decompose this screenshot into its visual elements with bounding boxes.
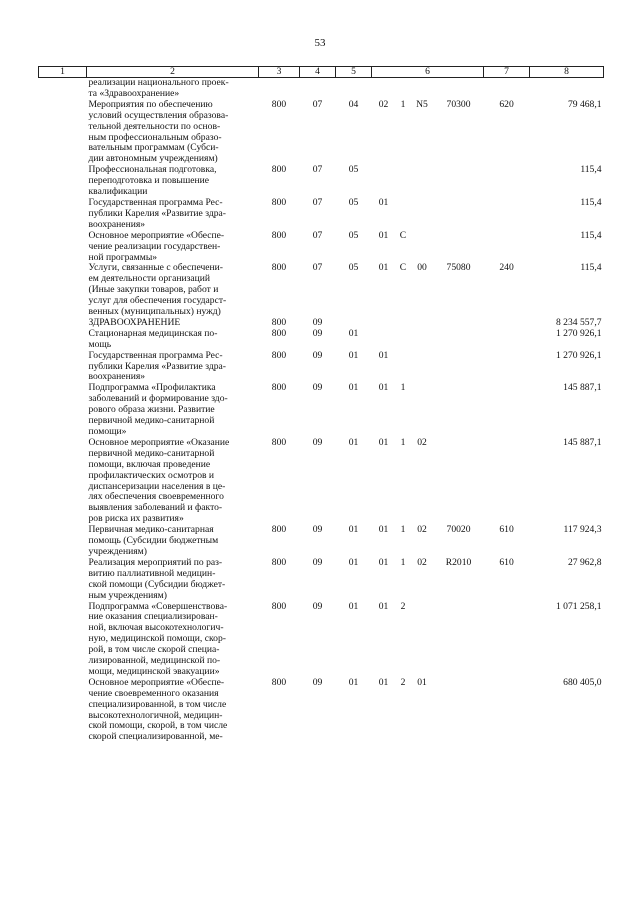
section-code: 09	[312, 316, 323, 328]
target-code-event	[411, 231, 434, 264]
target-code-direction	[434, 602, 484, 678]
section-code: 09	[312, 382, 323, 394]
header-col-6: 6	[372, 67, 484, 78]
admin-code: 800	[271, 349, 287, 361]
expense-type-code: 610	[499, 556, 514, 568]
subsection-code: 01	[348, 676, 359, 688]
target-code-subprogram: 1	[400, 524, 406, 536]
item-name-line: скорой специализированной, ме-	[88, 731, 223, 743]
target-code-program: 01	[378, 262, 389, 274]
item-name-line: ной, включая высокотехнологич-	[88, 622, 224, 634]
item-name-line: дии автономным учреждениям)	[88, 153, 218, 165]
item-name-line: помощи»	[88, 426, 127, 437]
item-name	[87, 100, 259, 165]
target-code-direction: R2010	[445, 556, 472, 568]
target-code-program	[372, 165, 396, 198]
amount: 145 887,1	[563, 382, 602, 394]
amount: 680 405,0	[563, 676, 602, 688]
subsection-code: 05	[348, 164, 359, 176]
amount: 27 962,8	[567, 556, 602, 568]
target-code-direction: 70300	[446, 98, 471, 110]
target-code-subprogram: 2	[400, 600, 406, 612]
item-name-line: переподготовка и повышение	[88, 175, 210, 187]
subsection-code: 01	[348, 349, 359, 361]
section-code: 09	[312, 556, 323, 568]
table-row	[39, 351, 604, 384]
target-code-direction	[434, 383, 484, 438]
target-code-event: 02	[417, 556, 427, 568]
subsection-code: 01	[348, 436, 359, 448]
item-name-line: рового образа жизни. Развитие	[88, 404, 215, 416]
cell-col1	[39, 329, 87, 351]
expense-type-code	[484, 329, 530, 351]
target-code-program	[372, 318, 396, 329]
admin-code: 800	[271, 524, 287, 536]
expense-type-code: 620	[499, 98, 514, 110]
item-name-line: витию паллиативной медицин-	[88, 567, 216, 579]
item-name-line: воохранения»	[88, 371, 146, 383]
admin-code: 800	[271, 556, 287, 568]
target-code-event	[411, 198, 434, 231]
section-code: 07	[312, 262, 323, 274]
target-code-program	[372, 329, 396, 351]
cell-col1	[39, 351, 87, 384]
amount: 115,4	[580, 164, 602, 176]
item-name-line: Подпрограмма «Совершенствова-	[88, 600, 228, 612]
target-code-event: 02	[417, 524, 427, 536]
target-code-direction	[434, 318, 484, 329]
item-name-line: условий осуществления образова-	[88, 109, 229, 121]
cell-col1	[39, 678, 87, 743]
item-name-line: первичной медико-санитарной	[88, 415, 215, 427]
item-name-line: ской помощи (Субсидии бюджет-	[88, 578, 226, 590]
expense-type-code	[484, 318, 530, 329]
table-row	[39, 263, 604, 318]
table-header-row	[39, 67, 604, 78]
subsection-code: 01	[348, 556, 359, 568]
expense-type-code	[484, 438, 530, 525]
expense-type-code	[484, 678, 530, 743]
admin-code: 800	[271, 196, 287, 208]
target-code-event: 00	[417, 262, 427, 274]
item-name-line: Государственная программа Рес-	[88, 196, 223, 208]
table-row	[39, 78, 604, 100]
subsection-code: 05	[348, 229, 359, 241]
item-name	[87, 558, 259, 602]
target-code-direction	[434, 678, 484, 743]
expense-type-code	[484, 602, 530, 678]
target-code-direction	[434, 78, 484, 100]
item-name	[87, 329, 259, 351]
cell-col1	[39, 165, 87, 198]
section-code: 07	[312, 98, 323, 110]
target-code-program: 01	[378, 556, 389, 568]
amount	[530, 78, 604, 100]
target-code-direction: 75080	[446, 262, 471, 274]
item-name-line: лизированной, медицинской по-	[88, 655, 221, 667]
cell-col1	[39, 558, 87, 602]
admin-code	[259, 78, 300, 100]
cell-col1	[39, 602, 87, 678]
subsection-code: 04	[348, 98, 359, 110]
expense-type-code	[484, 165, 530, 198]
item-name	[87, 231, 259, 264]
item-name-line: Стационарная медицинская по-	[88, 327, 218, 339]
amount: 79 468,1	[567, 98, 602, 110]
item-name-line: Основное мероприятие «Обеспе-	[88, 676, 225, 688]
item-name-line: высокотехнологичной, медицин-	[88, 709, 223, 721]
item-name-line: чение реализации государствен-	[88, 240, 221, 252]
target-code-program: 01	[378, 349, 389, 361]
expense-type-code	[484, 231, 530, 264]
amount: 115,4	[580, 262, 602, 274]
target-code-event	[411, 351, 434, 384]
amount: 1 270 926,1	[555, 327, 602, 339]
table-row	[39, 383, 604, 438]
target-code-subprogram	[396, 329, 411, 351]
target-code-event: N5	[416, 98, 428, 110]
target-code-program: 01	[378, 524, 389, 536]
subsection-code: 05	[348, 196, 359, 208]
target-code-direction	[434, 438, 484, 525]
cell-col1	[39, 263, 87, 318]
item-name-line: Услуги, связанные с обеспечени-	[88, 262, 224, 274]
admin-code: 800	[271, 676, 287, 688]
header-col-4: 4	[300, 67, 336, 78]
target-code-program: 01	[378, 676, 389, 688]
target-code-program: 01	[378, 196, 389, 208]
table-body	[39, 78, 604, 744]
item-name-line: Государственная программа Рес-	[88, 349, 223, 361]
item-name	[87, 678, 259, 743]
target-code-direction	[434, 165, 484, 198]
table-row	[39, 198, 604, 231]
admin-code: 800	[271, 600, 287, 612]
item-name-line: ной программы»	[88, 251, 158, 263]
section-code: 09	[312, 349, 323, 361]
item-name-line: мощи, медицинской эвакуации»	[88, 665, 220, 677]
target-code-direction: 70020	[446, 524, 471, 536]
section-code	[300, 78, 336, 100]
target-code-direction	[434, 329, 484, 351]
target-code-subprogram	[396, 198, 411, 231]
amount: 145 887,1	[563, 436, 602, 448]
target-code-subprogram: 1	[400, 98, 406, 110]
item-name-line: мощь	[88, 338, 112, 350]
item-name-line: публики Карелия «Развитие здра-	[88, 360, 226, 372]
item-name	[87, 198, 259, 231]
admin-code: 800	[271, 98, 287, 110]
target-code-subprogram: С	[399, 229, 407, 241]
target-code-event	[411, 602, 434, 678]
target-code-subprogram: 1	[400, 556, 406, 568]
item-name	[87, 602, 259, 678]
amount: 117 924,3	[563, 524, 602, 536]
target-code-event	[411, 383, 434, 438]
item-name-line: Подпрограмма «Профилактика	[88, 382, 216, 394]
subsection-code: 01	[348, 600, 359, 612]
header-col-8: 8	[530, 67, 604, 78]
target-code-subprogram: 2	[400, 676, 406, 688]
cell-col1	[39, 383, 87, 438]
subsection-code: 01	[348, 382, 359, 394]
item-name	[87, 383, 259, 438]
expense-type-code	[484, 78, 530, 100]
section-code: 07	[312, 229, 323, 241]
item-name-line: тельной деятельности по основ-	[88, 120, 221, 132]
item-name-line: Мероприятия по обеспечению	[88, 98, 213, 110]
table-row	[39, 678, 604, 743]
budget-table	[38, 66, 604, 743]
table-row	[39, 100, 604, 165]
admin-code: 800	[271, 262, 287, 274]
section-code: 07	[312, 164, 323, 176]
amount: 8 234 557,7	[555, 316, 602, 328]
target-code-direction	[434, 231, 484, 264]
item-name	[87, 438, 259, 525]
amount: 1 071 258,1	[555, 600, 602, 612]
target-code-program: 01	[378, 600, 389, 612]
table-row	[39, 558, 604, 602]
item-name-line: Реализация мероприятий по раз-	[88, 556, 223, 568]
expense-type-code: 610	[499, 524, 514, 536]
target-code-program: 01	[378, 382, 389, 394]
item-name-line: рой, в том числе скорой специа-	[88, 644, 220, 656]
target-code-event	[411, 78, 434, 100]
target-code-program: 01	[378, 436, 389, 448]
section-code: 09	[312, 327, 323, 339]
item-name	[87, 525, 259, 558]
section-code: 09	[312, 524, 323, 536]
item-name	[87, 165, 259, 198]
admin-code: 800	[271, 382, 287, 394]
amount: 1 270 926,1	[555, 349, 602, 361]
item-name-line: чение своевременного оказания	[88, 687, 219, 699]
expense-type-code	[484, 383, 530, 438]
table-row	[39, 438, 604, 525]
header-col-3: 3	[259, 67, 300, 78]
item-name-line: услуг для обеспечения государст-	[88, 295, 227, 307]
item-name-line: ным учреждениям)	[88, 589, 167, 601]
header-col-5: 5	[336, 67, 372, 78]
item-name-line: выявления заболеваний и факто-	[88, 502, 223, 514]
target-code-subprogram	[396, 78, 411, 100]
cell-col1	[39, 231, 87, 264]
item-name-line: ние оказания специализирован-	[88, 611, 218, 623]
admin-code: 800	[271, 164, 287, 176]
table-row	[39, 165, 604, 198]
item-name-line: ем деятельности организаций	[88, 273, 211, 285]
item-name-line: лях обеспечения своевременного	[88, 491, 224, 503]
target-code-program: 01	[378, 229, 389, 241]
subsection-code	[336, 78, 372, 100]
section-code: 09	[312, 436, 323, 448]
header-col-2: 2	[87, 67, 259, 78]
target-code-event	[411, 165, 434, 198]
cell-col1	[39, 198, 87, 231]
item-name	[87, 78, 259, 100]
expense-type-code	[484, 351, 530, 384]
item-name-line: ным профессиональным образо-	[88, 131, 222, 143]
item-name-line: квалификации	[88, 186, 148, 198]
subsection-code: 01	[348, 327, 359, 339]
table-row	[39, 231, 604, 264]
expense-type-code: 240	[499, 262, 514, 274]
section-code: 09	[312, 676, 323, 688]
table-row	[39, 602, 604, 678]
cell-col1	[39, 100, 87, 165]
target-code-subprogram: С	[399, 262, 407, 274]
target-code-direction	[434, 198, 484, 231]
item-name-line: Первичная медико-санитарная	[88, 524, 214, 536]
item-name-line: воохранения»	[88, 218, 146, 230]
item-name-line: учреждениям)	[88, 545, 147, 557]
item-name-line: ЗДРАВООХРАНЕНИЕ	[88, 316, 181, 328]
item-name-line: заболеваний и формирование здо-	[88, 393, 228, 405]
item-name-line: профилактических осмотров и	[88, 469, 215, 481]
item-name-line: Профессиональная подготовка,	[88, 164, 217, 176]
target-code-direction	[434, 351, 484, 384]
item-name-line: ской помощи, скорой, в том числе	[88, 720, 228, 732]
target-code-program: 02	[378, 98, 389, 110]
item-name-line: ную, медицинской помощи, скор-	[88, 633, 226, 645]
header-col-7: 7	[484, 67, 530, 78]
amount: 115,4	[580, 229, 602, 241]
cell-col1	[39, 438, 87, 525]
target-code-subprogram	[396, 351, 411, 384]
cell-col1	[39, 78, 87, 100]
cell-col1	[39, 525, 87, 558]
item-name-line: та «Здравоохранение»	[88, 87, 180, 99]
subsection-code: 01	[348, 524, 359, 536]
item-name-line: первичной медико-санитарной	[88, 447, 215, 459]
admin-code: 800	[271, 229, 287, 241]
item-name-line: ров риска их развития»	[88, 513, 184, 525]
target-code-subprogram	[396, 318, 411, 329]
item-name	[87, 263, 259, 318]
amount: 115,4	[580, 196, 602, 208]
item-name-line: (Иные закупки товаров, работ и	[88, 284, 219, 296]
target-code-subprogram: 1	[400, 382, 406, 394]
expense-type-code	[484, 198, 530, 231]
target-code-program	[372, 78, 396, 100]
target-code-event: 01	[417, 676, 427, 688]
section-code: 09	[312, 600, 323, 612]
target-code-event: 02	[417, 436, 427, 448]
target-code-event	[411, 318, 434, 329]
table-row	[39, 329, 604, 351]
page-number: 53	[314, 37, 326, 49]
target-code-subprogram	[396, 165, 411, 198]
subsection-code: 05	[348, 262, 359, 274]
section-code: 07	[312, 196, 323, 208]
cell-col1	[39, 318, 87, 329]
item-name-line: помощь (Субсидии бюджетным	[88, 535, 219, 547]
item-name-line: помощи, включая проведение	[88, 458, 211, 470]
item-name-line: диспансеризации населения в це-	[88, 480, 226, 492]
item-name-line: Основное мероприятие «Обеспе-	[88, 229, 225, 241]
item-name-line: Основное мероприятие «Оказание	[88, 436, 230, 448]
item-name-line: реализации национального проек-	[88, 77, 229, 88]
table-row	[39, 525, 604, 558]
item-name	[87, 351, 259, 384]
item-name-line: специализированной, в том числе	[88, 698, 227, 710]
admin-code: 800	[271, 316, 287, 328]
target-code-subprogram: 1	[400, 436, 406, 448]
item-name-line: публики Карелия «Развитие здра-	[88, 207, 226, 219]
item-name-line: вательным программам (Субси-	[88, 142, 219, 154]
admin-code: 800	[271, 436, 287, 448]
item-name-line: венных (муниципальных) нужд)	[88, 306, 221, 318]
admin-code: 800	[271, 327, 287, 339]
header-col-1: 1	[39, 67, 87, 78]
target-code-event	[411, 329, 434, 351]
